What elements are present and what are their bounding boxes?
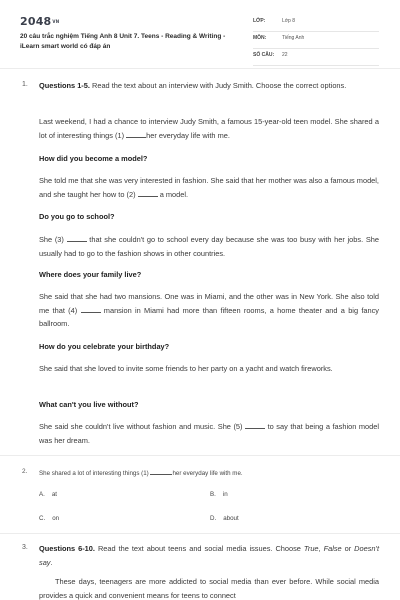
interview-question-2: Do you go to school? (39, 212, 115, 221)
site-logo[interactable] (20, 15, 59, 28)
choice-doesnt-say: Doesn't say (39, 544, 379, 567)
option-text: on (52, 515, 60, 522)
option-c[interactable] (39, 515, 59, 522)
interview-question-1: How did you become a model? (39, 154, 148, 163)
option-letter: C. (39, 515, 46, 522)
logo-text: 2048 (20, 15, 52, 28)
passage-text: She said that she had two mansions. One was in Miami, and the other was in New York. She also told me that (4) (39, 292, 379, 315)
gap-2 (138, 189, 158, 197)
passage-answer-2 (39, 233, 379, 260)
interview-question-5: What can't you live without? (39, 400, 139, 409)
passage-intro (39, 115, 379, 142)
passage-answer-3 (39, 290, 379, 331)
gap-5 (245, 421, 265, 429)
gap-1 (150, 468, 172, 475)
passage-text: She (3) (39, 235, 64, 244)
option-b[interactable] (210, 491, 228, 498)
document-meta (253, 15, 379, 66)
passage-text: She told me that she was very interested in fashion. She said that her mother was also a famous model, and she taught her how to (2) (39, 176, 379, 199)
meta-value: Tiếng Anh (282, 35, 305, 41)
question-text: her everyday life with me. (172, 470, 243, 477)
page-header (0, 0, 400, 68)
question-title: Questions 1-5. (39, 81, 90, 90)
option-a[interactable] (39, 491, 57, 498)
instruction-text: or (341, 544, 355, 553)
instruction-text: Read the text about an interview with Judy Smith. Choose the correct options. (92, 81, 347, 90)
question-number: 2. (22, 468, 28, 475)
option-text: at (51, 491, 58, 498)
passage-text: that she couldn't go to school every day because she was too busy with her jobs. She usually had to go to the fashion shows in other countries. (39, 235, 379, 258)
meta-label: LỚP: (253, 18, 266, 24)
passage-text: to say that being a fashion model was her dream. (39, 422, 379, 445)
header-divider (0, 68, 400, 69)
punctuation: . (50, 557, 53, 567)
passage-paragraph: These days, teenagers are more addicted to social media than ever before. While social media provides a quick and convenient means for teens to connect (39, 577, 379, 600)
punctuation: , (318, 544, 324, 553)
passage-text: a model. (159, 189, 189, 199)
option-d[interactable] (210, 515, 239, 522)
gap-1 (126, 130, 146, 138)
option-letter: A. (39, 491, 45, 498)
passage-text: her everyday life with me. (146, 130, 230, 140)
option-text: in (222, 491, 228, 498)
gap-4 (81, 305, 101, 313)
question-divider (0, 455, 400, 456)
passage-answer-5 (39, 420, 379, 447)
meta-row-class (253, 15, 379, 32)
meta-row-subject (253, 32, 379, 49)
meta-value: Lớp 8 (282, 18, 296, 24)
passage-answer-4: She said that she loved to invite some friends to her party on a yacht and watch fireworks. (39, 364, 333, 373)
meta-row-count (253, 49, 379, 66)
choice-true: True (303, 544, 319, 553)
question-2-stem (39, 468, 243, 477)
question-text: She shared a lot of interesting things (1) (39, 470, 149, 477)
interview-question-4: How do you celebrate your birthday? (39, 342, 170, 351)
question-1-instruction (39, 79, 379, 93)
option-letter: D. (210, 515, 217, 522)
instruction-text: Read the text about teens and social media issues. Choose (97, 544, 304, 553)
passage-text: mansion in Miami had more than fifteen rooms, a home theater and a big fancy ballroom. (39, 305, 380, 328)
option-text: about (223, 515, 239, 522)
logo-suffix: VN (52, 19, 60, 24)
meta-label: MÔN: (253, 35, 267, 41)
question-3-instruction (39, 542, 379, 569)
meta-value: 22 (282, 52, 288, 58)
option-letter: B. (210, 491, 216, 498)
passage-text: Last weekend, I had a chance to interview Judy Smith, a famous 15-year-old teen model. She shared a lot of interesting things (1) (39, 117, 379, 140)
question-title: Questions 6-10. (39, 544, 95, 553)
document-title: 20 câu trắc nghiệm Tiếng Anh 8 Unit 7. Teens - Reading & Writing - iLearn smart world có đáp án (20, 33, 226, 50)
question-number: 3. (22, 544, 28, 551)
passage-text: She said she couldn't live without fashion and music. She (5) (39, 422, 243, 431)
question-number: 1. (22, 81, 28, 88)
gap-3 (67, 234, 87, 242)
passage-answer-1 (39, 174, 379, 201)
question-divider (0, 533, 400, 534)
meta-label: SỐ CÂU: (253, 52, 275, 58)
interview-question-3: Where does your family live? (39, 270, 142, 279)
choice-false: False (323, 544, 342, 553)
